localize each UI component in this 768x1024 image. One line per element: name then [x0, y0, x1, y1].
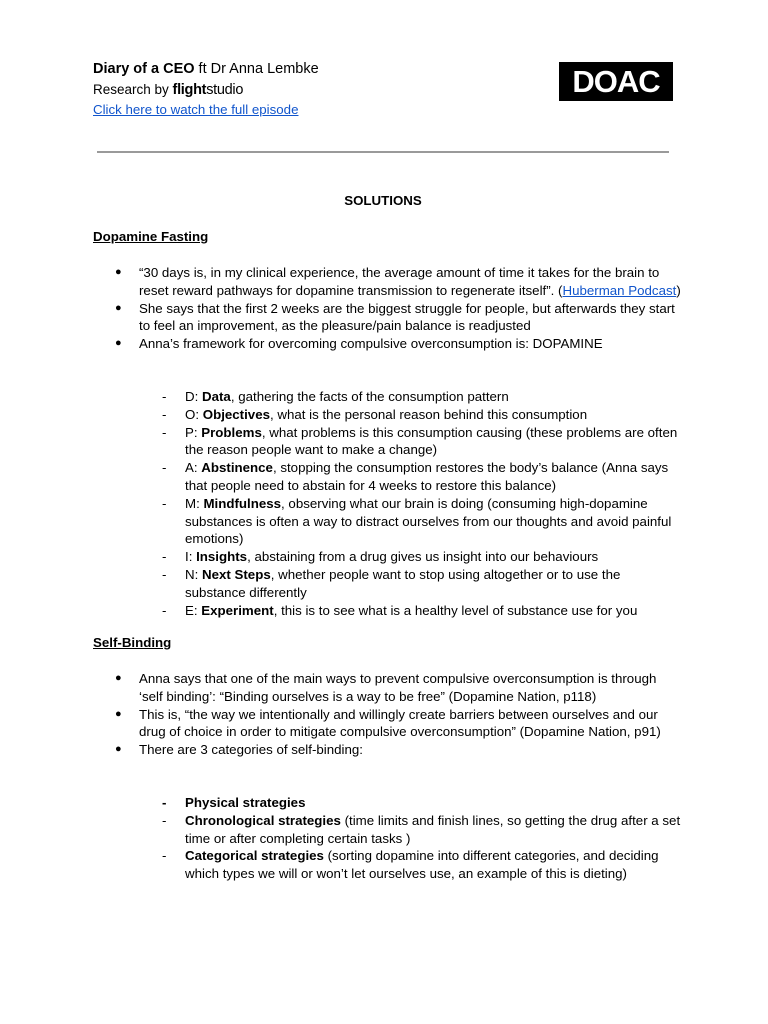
episode-title — [93, 60, 319, 80]
dash-marker: - — [162, 460, 167, 476]
bullet-icon: ● — [115, 707, 122, 720]
list-item — [93, 741, 683, 759]
dash-marker: - — [162, 812, 167, 828]
framework-letter: O: — [185, 406, 203, 422]
framework-item-i — [162, 548, 682, 566]
framework-letter: A: — [185, 460, 202, 476]
framework-item-e — [162, 602, 682, 620]
huberman-podcast-link[interactable]: Huberman Podcast — [562, 282, 677, 298]
category-term: Categorical strategies — [185, 848, 324, 864]
bullet-icon: ● — [115, 301, 122, 314]
bullet-text: There are 3 categories of self-binding: — [139, 742, 363, 758]
dash-marker: - — [162, 424, 167, 440]
framework-letter: I: — [185, 549, 197, 565]
framework-item-m — [162, 495, 682, 548]
framework-term: Experiment — [201, 602, 274, 618]
framework-desc: , what problems is this consumption causing (these problems are often the reason people want to make a change) — [185, 424, 678, 458]
framework-letter: M: — [185, 495, 204, 511]
dopamine-framework-list — [162, 388, 682, 619]
flightstudio-brand — [173, 82, 244, 98]
document-header — [93, 60, 319, 120]
dash-marker: - — [162, 602, 167, 618]
doac-logo: DOAC — [559, 62, 673, 101]
dash-marker: - — [162, 495, 167, 511]
list-item — [93, 300, 683, 336]
framework-term: Insights — [196, 549, 248, 565]
list-item — [93, 670, 683, 706]
framework-term: Data — [202, 389, 231, 404]
framework-letter: D: — [185, 389, 202, 404]
framework-desc: , abstaining from a drug gives us insight into our behaviours — [247, 549, 599, 565]
solutions-heading: SOLUTIONS — [344, 193, 422, 208]
bullet-text: Anna’s framework for overcoming compulsive overconsumption is: DOPAMINE — [139, 336, 603, 352]
category-desc: (time limits and finish lines, so getting the drug after a set time or after completing certain tasks ) — [185, 812, 681, 846]
category-term: Physical strategies — [185, 795, 306, 810]
show-name: Diary of a CEO — [93, 61, 195, 77]
dopamine-fasting-bullets — [93, 264, 683, 353]
framework-desc: , stopping the consumption restores the body’s balance (Anna says that people need to abstain for 4 weeks to restore this balance) — [185, 460, 669, 493]
framework-term: Abstinence — [201, 460, 273, 476]
brand-bold: flight — [172, 81, 207, 98]
category-categorical — [162, 847, 682, 883]
list-item — [93, 706, 683, 742]
dash-marker: - — [162, 549, 167, 565]
category-physical — [162, 794, 682, 812]
dash-marker: - — [162, 389, 167, 404]
bullet-text: Anna says that one of the main ways to prevent compulsive overconsumption is through ‘self binding’: “Binding ourselves is a way to be free” (Dopamine Nation, p118) — [139, 671, 657, 704]
self-binding-categories — [162, 794, 682, 883]
bullet-text: She says that the first 2 weeks are the biggest struggle for people, but afterwards they start to feel an improvement, as the pleasure/pain balance is readjusted — [139, 300, 675, 334]
bullet-icon: ● — [115, 672, 122, 684]
watch-episode-link[interactable]: Click here to watch the full episode — [93, 102, 299, 117]
framework-desc: , what is the personal reason behind this consumption — [270, 406, 588, 422]
category-chronological — [162, 812, 682, 848]
framework-desc: , observing what our brain is doing (consuming high-dopamine substances is often a way to distract ourselves from our thoughts and avoid painful emotions) — [185, 495, 672, 547]
framework-letter: P: — [185, 424, 202, 440]
brand-rest: studio — [206, 81, 244, 98]
category-desc: (sorting dopamine into different categories, and deciding which types we will or won’t let ourselves use, an example of this is dieting) — [185, 848, 659, 882]
framework-desc: , whether people want to stop using altogether or to use the substance differently — [185, 566, 621, 600]
bullet-icon: ● — [115, 743, 122, 756]
bullet-text: This is, “the way we intentionally and willingly create barriers between ourselves and our drug of choice in order to mitigate compulsive overconsumption” (Dopamine Nation, p91) — [139, 706, 661, 740]
guest-name: ft Dr Anna Lembke — [194, 61, 319, 77]
framework-item-o — [162, 406, 682, 424]
framework-item-p — [162, 424, 682, 460]
framework-desc: , gathering the facts of the consumption pattern — [230, 389, 509, 404]
bullet-text: “30 days is, in my clinical experience, the average amount of time it takes for the brain to reset reward pathways for dopamine transmission to regenerate itself”. ( — [139, 265, 660, 298]
framework-term: Objectives — [202, 406, 270, 422]
framework-letter: N: — [185, 566, 202, 582]
dash-marker: - — [162, 406, 167, 422]
list-item — [93, 335, 683, 353]
list-item — [93, 264, 683, 300]
bullet-text-end: ) — [676, 282, 681, 298]
self-binding-heading: Self-Binding — [93, 635, 172, 650]
framework-item-a — [162, 459, 682, 495]
dash-marker: - — [162, 566, 167, 582]
research-prefix: Research by — [93, 81, 173, 97]
dash-marker: - — [162, 848, 167, 864]
framework-item-n — [162, 566, 682, 602]
self-binding-bullets — [93, 670, 683, 759]
framework-term: Mindfulness — [203, 495, 282, 511]
dash-marker: - — [162, 795, 167, 810]
bullet-icon: ● — [115, 337, 122, 350]
framework-item-d — [162, 388, 682, 406]
framework-term: Next Steps — [202, 566, 271, 582]
framework-letter: E: — [185, 602, 202, 618]
header-divider — [97, 151, 669, 153]
category-term: Chronological strategies — [185, 812, 341, 828]
research-credit — [93, 80, 319, 101]
dopamine-fasting-heading: Dopamine Fasting — [93, 229, 209, 244]
framework-term: Problems — [201, 424, 262, 440]
framework-desc: , this is to see what is a healthy level of substance use for you — [273, 602, 638, 618]
bullet-icon: ● — [115, 266, 122, 278]
